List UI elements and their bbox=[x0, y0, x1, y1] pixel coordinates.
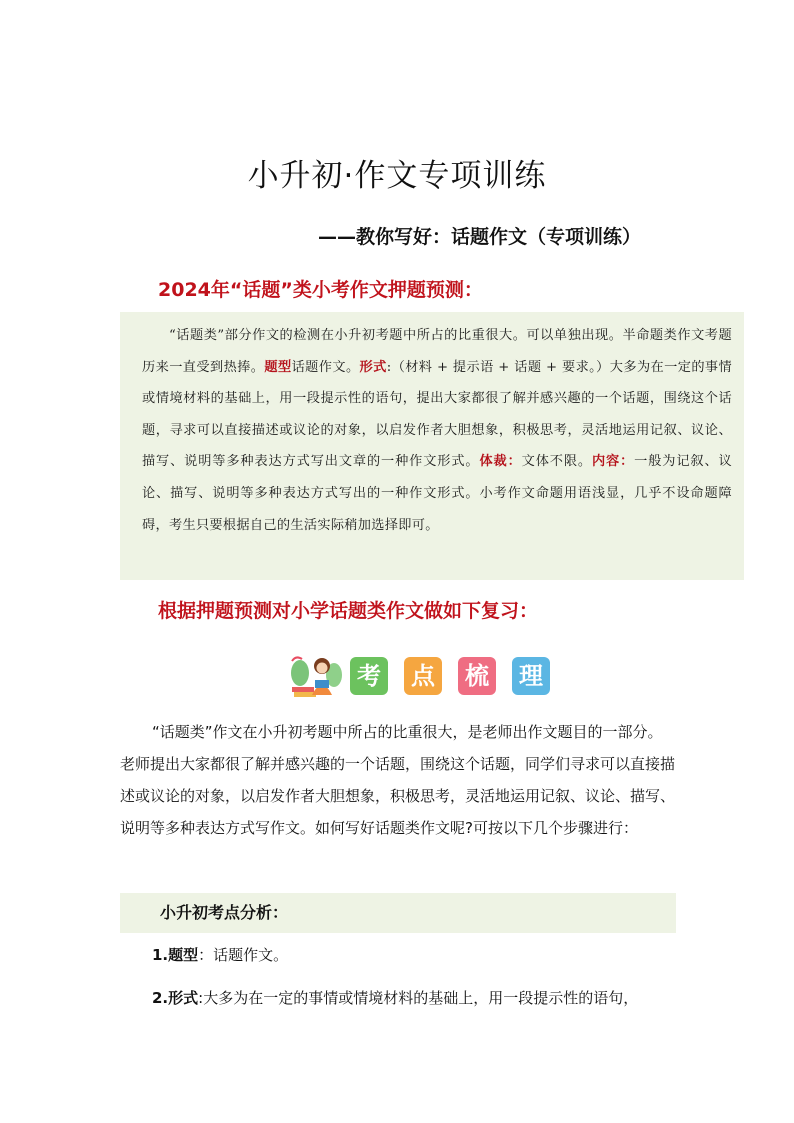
prediction-label-form: 形式 bbox=[359, 359, 387, 375]
item-text: ：话题作文。 bbox=[198, 946, 289, 964]
analysis-item bbox=[152, 988, 692, 1008]
prediction-box bbox=[120, 312, 744, 580]
review-heading: 根据押题预测对小学话题类作文做如下复习： bbox=[158, 600, 539, 622]
prediction-label-content: 内容： bbox=[591, 454, 635, 470]
intro-text: “话题类”作文在小升初考题中所占的比重很大，是老师出作文题目的一部分。老师提出大家都很了解并感兴趣的一个话题，围绕这个话题，同学们寻求可以直接描述或议论的对象，以启发作者大胆想象，积极思考，灵活地运用记叙、议论、描写、说明等多种表达方式写作文。如何写好话题类作文呢?可按以下几个步骤进行： bbox=[120, 723, 676, 837]
item-text: :大多为在一定的事情或情境材料的基础上，用一段提示性的语句， bbox=[198, 989, 639, 1007]
intro-paragraph bbox=[120, 716, 676, 844]
analysis-heading: 小升初考点分析： bbox=[120, 893, 676, 933]
key-points-banner bbox=[286, 651, 546, 699]
item-label: 题型 bbox=[168, 946, 199, 964]
page-title: 小升初·作文专项训练 bbox=[247, 158, 547, 194]
prediction-content-text: 一般为记叙、议论、描写、说明等多种表达方式写出的一种作文形式。小考作文命题用语浅显，几乎不设命题障碍，考生只要根据自己的生活实际稍加选择即可。 bbox=[142, 454, 733, 533]
prediction-label-genre: 体裁： bbox=[479, 454, 522, 470]
page-subtitle: ——教你写好：话题作文（专项训练） bbox=[318, 226, 642, 248]
tile-shu: 梳 bbox=[458, 657, 496, 695]
analysis-item bbox=[152, 945, 692, 965]
prediction-form-text: :（材料 + 提示语 + 话题 + 要求。）大多为在一定的事情或情境材料的基础上，用一段提示性的语句，提出大家都很了解并感兴趣的一个话题，围绕这个话题，寻求可以直接描述或议论的对象，以启发作者大胆想象，积极思考，灵活地运用记叙、议论、描写、说明等多种表达方式写出文章的一种作文形式。 bbox=[142, 359, 733, 470]
item-number: 2. bbox=[152, 989, 169, 1007]
prediction-genre-text: 文体不限。 bbox=[521, 454, 592, 470]
tile-li: 理 bbox=[512, 657, 550, 695]
prediction-heading: 2024年“话题”类小考作文押题预测： bbox=[158, 279, 483, 301]
prediction-label-type: 题型 bbox=[264, 359, 292, 375]
prediction-type-text: 话题作文。 bbox=[291, 359, 360, 375]
item-label: 形式 bbox=[168, 989, 199, 1007]
tile-kao: 考 bbox=[350, 657, 388, 695]
item-number: 1. bbox=[152, 946, 169, 964]
girl-reading-illustration bbox=[286, 651, 346, 699]
prediction-text-1: “话题类”部分作文的检测在小升初考题中所占的比重很大。可以单独出现。半命题类作文考题历来一直受到热捧。 bbox=[142, 328, 732, 375]
tile-dian: 点 bbox=[404, 657, 442, 695]
